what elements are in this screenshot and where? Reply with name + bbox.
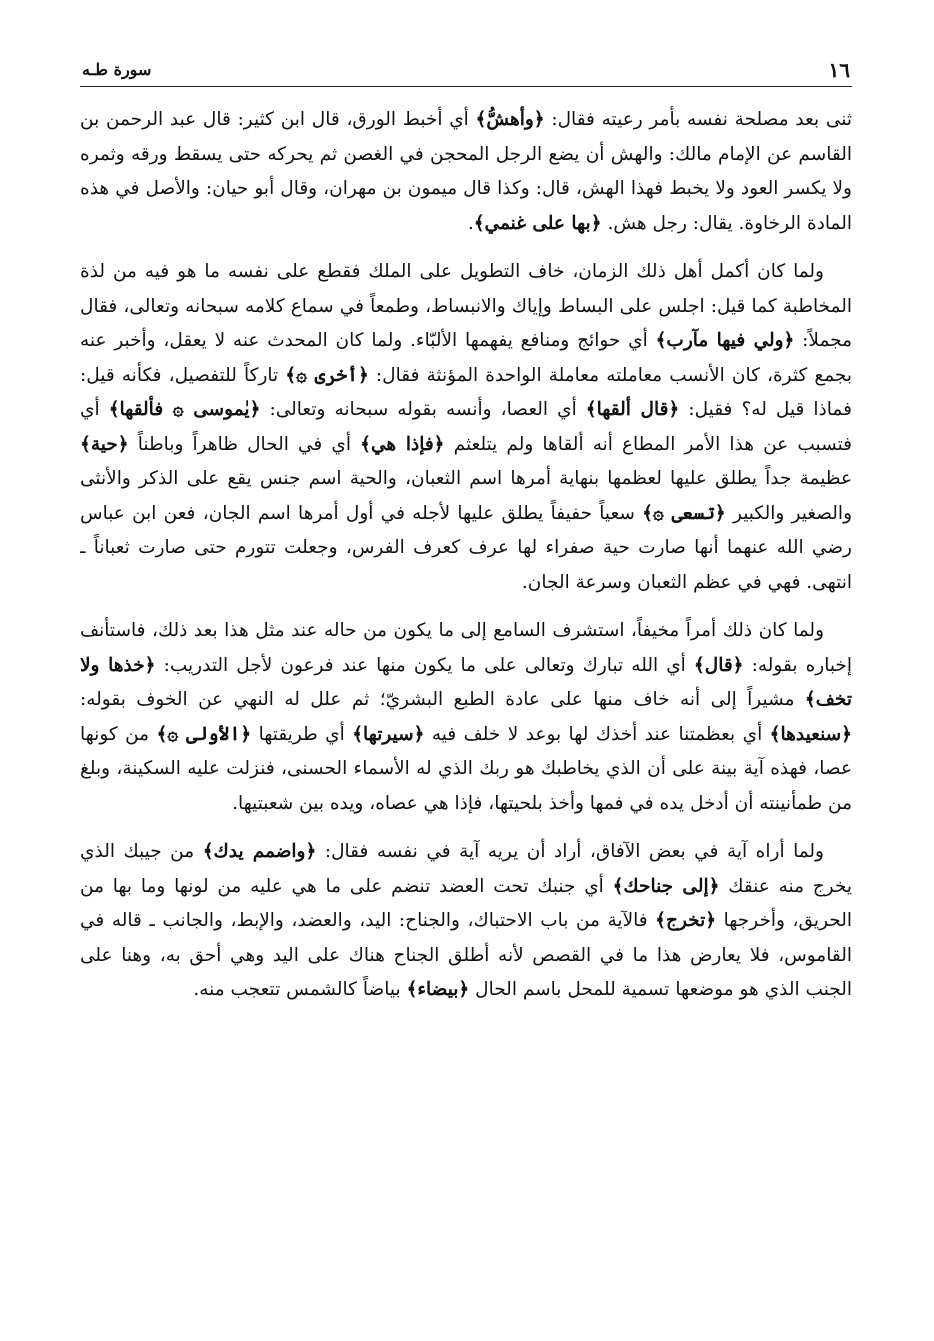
text-segment: فالآية من باب الاحتباك، والجناح: اليد، والعضد، والإبط، والجانب ـ قاله في القاموس، فلا يعارض هذا ما في القصص لأنه أطلق الجناح هناك على اليد وهي أحق به، وهنا على الجنب الذي هو موضعها تسمية للمحل باسم الحال [80, 910, 852, 1000]
quran-quote: ﴿تخرج﴾ [655, 910, 717, 931]
quran-quote: ﴿بها على غنمي﴾ [473, 212, 602, 234]
text-segment: عظيمة جداً يطلق عليها لعظمها بنهاية أمرها اسم الثعبان، والحية اسم جنس يقع على الذكر والأنثى والصغير والكبير [80, 468, 852, 524]
quran-quote: ﴿بيضاء﴾ [406, 979, 470, 1000]
quran-quote: ﴿الأولى ۞﴾ [156, 723, 252, 745]
text-segment: ثنى بعد مصلحة نفسه بأمر رعيته فقال: [544, 109, 852, 130]
quran-quote: ﴿قال ألقها﴾ [585, 399, 680, 420]
text-segment: من كونها عصا، فهذه آية بينة على أن الذي يخاطبك هو ربك الذي له الأسماء الحسنى، فنزلت عليه السكينة، وبلغ من طمأنينته أن أدخل يده في فمها وأخذ بلحيتها، فإذا هي عصاه، ويده بين شعبتيها. [80, 723, 852, 814]
text-segment: ولما أراه آية في بعض الآفاق، أراد أن يريه آية في نفسه فقال: [316, 841, 824, 862]
text-segment: أي أخبط الورق، قال ابن كثير: قال عبد الرحمن بن القاسم عن الإمام مالك: والهش أن يضع الرجل المحجن في الغصن ثم يحركه حتى يسقط ورقه وثمره ولا يكسر العود ولا يخبط فهذا الهش، قال: وكذا قال ميمون بن مهران، وقال أبو حيان: والأصل في هذه المادة الرخاوة. يقال: رجل هش. [80, 109, 852, 234]
text-segment: بياضاً كالشمس تتعجب منه. [193, 979, 407, 1000]
quran-quote: ﴿حية﴾ [80, 433, 129, 455]
quran-quote: ﴿قال﴾ [693, 654, 744, 676]
text-segment: . [467, 212, 474, 234]
text-segment: تاركاً للتفصيل، فكأنه قيل: فماذا قيل له؟ فقيل: [80, 364, 852, 420]
quran-quote: ﴿أخرى ۞﴾ [285, 364, 369, 386]
page-header [80, 52, 852, 87]
quran-quote: ﴿يٰموسى ۞ فألقها﴾ [108, 399, 261, 420]
text-segment: أي بعظمتنا عند أخذك لها بوعد لا خلف فيه [424, 723, 770, 745]
main-text [80, 103, 852, 1008]
running-title: سورة طـه [82, 60, 152, 79]
text-segment: أي العصا، وأنسه بقوله سبحانه وتعالى: [260, 399, 586, 420]
quran-quote: ﴿سيرتها﴾ [352, 723, 425, 745]
text-segment: من جيبك الذي يخرج منه عنقك [80, 841, 852, 897]
quran-quote: ﴿ولي فيها مآرب﴾ [655, 330, 795, 351]
quran-quote: ﴿خذها ولا تخف﴾ [80, 654, 852, 710]
text-segment: ولما كان أكمل أهل ذلك الزمان، خاف التطويل على الملك فقطع على نفسه ما هو فيه من لذة المخاطبة كما قيل: اجلس على البساط وإياك والانبساط، وطمعاً في سماع كلامه سبحانه وتعالى، فقال مجملاً: [80, 261, 852, 351]
text-segment: أي في الحال ظاهراً وباطناً [128, 433, 361, 455]
quran-quote: ﴿واضمم يدك﴾ [202, 841, 317, 862]
text-segment: أي طريقتها [251, 723, 353, 745]
text-segment: مشيراً إلى أنه خاف منها على عادة الطبع البشريّ؛ ثم علل له النهي عن الخوف بقوله: [80, 689, 805, 710]
book-page [80, 52, 852, 1322]
quran-quote: ﴿سنعيدها﴾ [769, 723, 852, 745]
paragraph [80, 255, 852, 600]
text-segment: أي الله تبارك وتعالى على ما يكون منها عند فرعون لأجل التدريب: [155, 654, 694, 676]
text-segment: أي فتسبب عن هذا الأمر المطاع أنه ألقاها ولم يتلعثم [80, 399, 852, 455]
quran-quote: ﴿وأهشُّ﴾ [475, 109, 545, 130]
quran-quote: ﴿فإذا هي﴾ [360, 433, 445, 455]
text-segment: أي حوائج ومنافع يفهمها الألبّاء. ولما كان المحدث عنه لا يعقل، وأخبر عنه بجمع كثرة، كان الأنسب معاملته معاملة الواحدة المؤنثة فقال: [80, 330, 852, 386]
text-segment: ولما كان ذلك أمراً مخيفاً، استشرف السامع إلى ما يكون من حاله عند مثل هذا بعد ذلك، فاستأنف إخباره بقوله: [80, 620, 852, 676]
quran-quote: ﴿إلى جناحك﴾ [612, 875, 720, 897]
paragraph [80, 614, 852, 821]
text-segment: أي جنبك تحت العضد تنضم على ما هي عليه من لونها وما بها من الحريق، وأخرجها [80, 875, 852, 931]
page-number: ١٦ [828, 58, 850, 82]
quran-quote: ﴿تسعى ۞﴾ [642, 502, 726, 524]
text-segment: سعياً حفيفاً يطلق عليها لأجله في أول أمرها اسم الجان، فعن ابن عباس رضي الله عنهما أنها صارت حية صفراء لها عرف كعرف الفرس، وجعلت تتورم حتى صارت ثعباناً ـ انتهى. فهي في عظم الثعبان وسرعة الجان. [80, 502, 852, 593]
paragraph [80, 103, 852, 241]
paragraph [80, 835, 852, 1008]
